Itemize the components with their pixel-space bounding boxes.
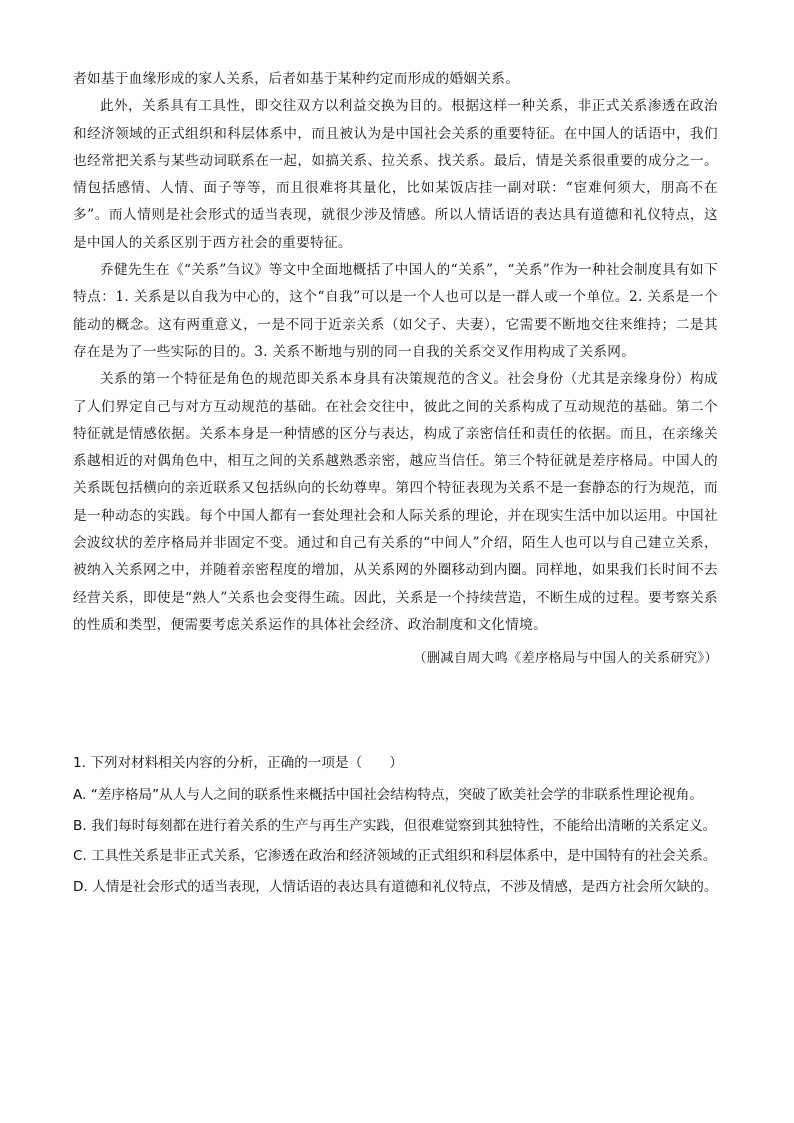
passage-paragraph: 此外，关系具有工具性，即交往双方以利益交换为目的。根据这样一种关系，非正式关系渗透在政治和经济领域的正式组织和科层体系中，而且被认为是中国社会关系的重要特征。在中国人的话语中，我们也经常把关系与某些动词联系在一起，如搞关系、拉关系、找关系。最后，情是关系很重要的成分之一。情包括感情、人情、面子等等，而且很难将其量化，比如某饭店挂一副对联：“宦难何须大，朋高不在多”。而人情则是社会形式的适当表现，就很少涉及情感。所以人情话语的表达具有道德和礼仪特点，这是中国人的关系区别于西方社会的重要特征。 — [73, 98, 718, 251]
passage-paragraph: 乔健先生在《“关系”刍议》等文中全面地概括了中国人的“关系”，“关系”作为一种社会制度具有如下特点：1. 关系是以自我为中心的，这个“自我”可以是一个人也可以是一群人或一个单位。2. 关系是一个能动的概念。这有两重意义，一是不同于近亲关系（如父子、夫妻），它需要不断地交往来维持；二是其存在是为了一些实际的目的。3. 关系不断地与别的同一自我的关系交叉作用构成了关系网。 — [73, 262, 718, 360]
reading-passage — [73, 66, 718, 673]
question-stem: 1. 下列对材料相关内容的分析，正确的一项是（ ） — [73, 755, 403, 771]
answer-option-b: B. 我们每时每刻都在进行着关系的生产与再生产实践，但很难觉察到其独特性，不能给出清晰的关系定义。 — [73, 817, 717, 834]
question-block — [73, 748, 719, 902]
answer-option-c: C. 工具性关系是非正式关系，它渗透在政治和经济领域的正式组织和科层体系中，是中国特有的社会关系。 — [73, 848, 717, 865]
passage-source-citation: （删减自周大鸣《差序格局与中国人的关系研究》） — [413, 651, 718, 667]
answer-option-a: A. “差序格局”从人与人之间的联系性来概括中国社会结构特点，突破了欧美社会学的非联系性理论视角。 — [73, 787, 703, 804]
passage-paragraph: 者如基于血缘形成的家人关系，后者如基于某种约定而形成的婚姻关系。 — [73, 71, 520, 87]
answer-option-d: D. 人情是社会形式的适当表现，人情话语的表达具有道德和礼仪特点，不涉及情感，是西方社会所欠缺的。 — [73, 878, 718, 895]
passage-paragraph: 关系的第一个特征是角色的规范即关系本身具有决策规范的含义。社会身份（尤其是亲缘身份）构成了人们界定自己与对方互动规范的基础。在社会交往中，彼此之间的关系构成了互动规范的基础。第二个特征就是情感依据。关系本身是一种情感的区分与表达，构成了亲密信任和责任的依据。而且，在亲缘关系越相近的对偶角色中，相互之间的关系越熟悉亲密，越应当信任。第三个特征就是差序格局。中国人的关系既包括横向的亲近联系又包括纵向的长幼尊卑。第四个特征表现为关系不是一套静态的行为规范，而是一种动态的实践。每个中国人都有一套处理社会和人际关系的理论，并在现实生活中加以运用。中国社会波纹状的差序格局并非固定不变。通过和自己有关系的“中间人”介绍，陌生人也可以与自己建立关系，被纳入关系网之中，并随着亲密程度的增加，从关系网的外圈移动到内圈。同样地，如果我们长时间不去经营关系，即使是“熟人”关系也会变得生疏。因此，关系是一个持续营造，不断生成的过程。要考察关系的性质和类型，便需要考虑关系运作的具体社会经济、政治制度和文化情境。 — [73, 371, 718, 633]
